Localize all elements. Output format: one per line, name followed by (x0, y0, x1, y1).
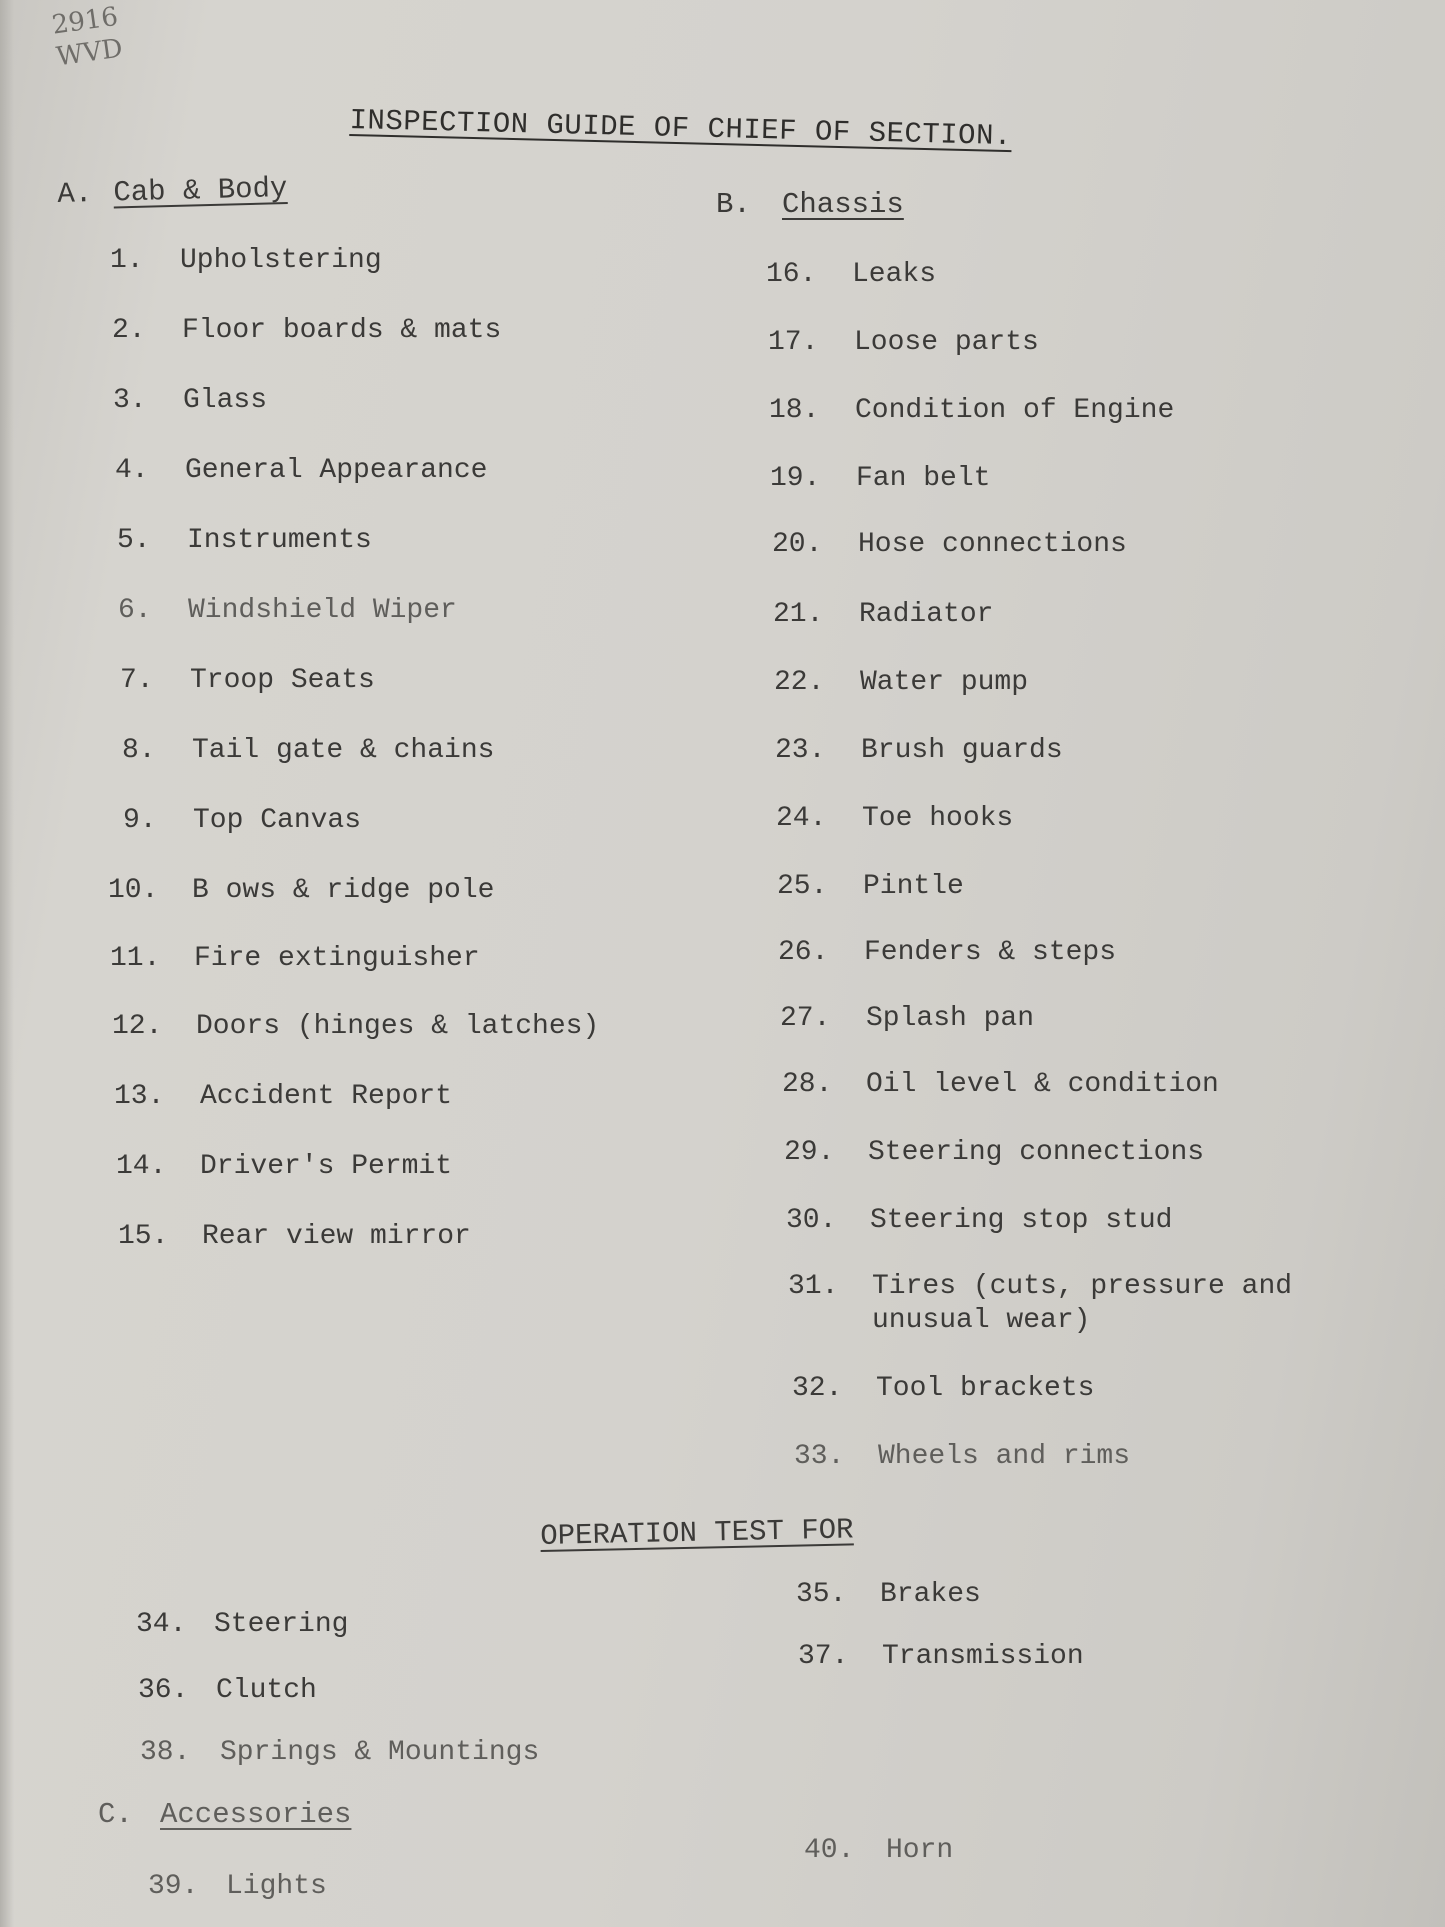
item-label: Oil level & condition (866, 1069, 1219, 1100)
item-label: Condition of Engine (855, 395, 1175, 426)
list-item (110, 942, 480, 976)
item-number: 33. (794, 1441, 845, 1472)
list-item (798, 1640, 1084, 1674)
item-number: 34. (136, 1609, 187, 1640)
item-label: Glass (183, 385, 268, 416)
list-item (120, 664, 375, 698)
item-number: 14. (116, 1151, 167, 1182)
item-number: 5. (117, 525, 151, 556)
item-label: Driver's Permit (200, 1151, 453, 1182)
item-label: Steering connections (868, 1137, 1205, 1168)
item-label: Wheels and rims (878, 1441, 1131, 1472)
item-label: Steering (214, 1609, 349, 1640)
item-label: Windshield Wiper (188, 595, 457, 626)
item-number: 11. (110, 943, 161, 974)
item-number: 40. (804, 1835, 855, 1866)
list-item (786, 1204, 1172, 1238)
section-a-letter: A. (57, 177, 93, 211)
item-number: 21. (773, 599, 824, 630)
list-item (114, 1080, 452, 1114)
item-number: 39. (148, 1871, 199, 1902)
list-item (772, 528, 1127, 562)
item-number: 36. (138, 1675, 189, 1706)
list-item (112, 1010, 599, 1044)
item-number: 13. (114, 1081, 165, 1112)
section-c-letter: C. (98, 1798, 133, 1831)
item-label: Lights (226, 1871, 327, 1902)
list-item (112, 314, 501, 348)
list-item (140, 1736, 539, 1770)
section-a-heading (57, 172, 288, 211)
item-label: Rear view mirror (202, 1221, 471, 1252)
list-item (784, 1136, 1204, 1170)
item-number: 1. (110, 245, 144, 276)
corner-note-line-1: 2916 (50, 1, 120, 41)
list-item (115, 454, 487, 488)
item-label: Hose connections (858, 529, 1127, 560)
item-number: 35. (796, 1579, 847, 1610)
list-item (773, 598, 993, 632)
item-label: Loose parts (854, 327, 1039, 358)
section-c-heading (98, 1798, 351, 1831)
section-b-heading (716, 188, 904, 221)
item-label: Radiator (859, 599, 994, 630)
list-item (782, 1068, 1219, 1102)
item-number: 26. (778, 937, 829, 968)
item-label: Tool brackets (876, 1373, 1095, 1404)
item-label: Fire extinguisher (194, 943, 480, 974)
item-label: Tail gate & chains (192, 735, 495, 766)
item-label: Horn (886, 1835, 954, 1866)
item-number: 2. (112, 315, 146, 346)
document-title: INSPECTION GUIDE OF CHIEF OF SECTION. (349, 104, 1013, 154)
item-number: 29. (784, 1137, 835, 1168)
item-number: 19. (770, 463, 821, 494)
item-number: 24. (776, 803, 827, 834)
item-number: 10. (108, 875, 159, 906)
list-item (792, 1372, 1094, 1406)
list-item (794, 1440, 1130, 1474)
item-label: Top Canvas (193, 805, 362, 836)
item-label: B ows & ridge pole (192, 875, 495, 906)
handwritten-corner-note (50, 1, 125, 74)
item-label: General Appearance (185, 455, 488, 486)
corner-note-line-2: WVD (54, 33, 125, 73)
item-number: 31. (788, 1271, 839, 1302)
item-number: 38. (140, 1737, 191, 1768)
list-item (122, 734, 494, 768)
list-item (778, 936, 1116, 970)
list-item (117, 524, 372, 558)
list-item (796, 1578, 981, 1612)
item-label: Fenders & steps (864, 937, 1117, 968)
item-label: Splash pan (866, 1003, 1035, 1034)
item-number: 20. (772, 529, 823, 560)
section-c-name: Accessories (160, 1798, 352, 1831)
item-number: 25. (777, 871, 828, 902)
section-b-name: Chassis (782, 188, 904, 221)
item-label: Fan belt (856, 463, 991, 494)
list-item (138, 1674, 317, 1708)
item-number: 18. (769, 395, 820, 426)
item-number: 32. (792, 1373, 843, 1404)
item-label: Floor boards & mats (182, 315, 502, 346)
list-item (768, 326, 1039, 360)
item-number: 22. (774, 667, 825, 698)
list-item (110, 244, 382, 278)
list-item (777, 870, 964, 904)
item-label: Pintle (863, 871, 964, 902)
item-number: 37. (798, 1641, 849, 1672)
list-item (769, 394, 1174, 428)
section-a-name: Cab & Body (112, 171, 288, 210)
item-label: Doors (hinges & latches) (196, 1011, 600, 1042)
item-number: 3. (113, 385, 147, 416)
operation-test-heading: OPERATION TEST FOR (540, 1513, 854, 1553)
item-number: 6. (118, 595, 152, 626)
section-b-letter: B. (716, 188, 751, 221)
list-item (118, 594, 457, 628)
item-number: 4. (115, 455, 149, 486)
item-label: Leaks (852, 259, 937, 290)
item-number: 27. (780, 1003, 831, 1034)
list-item (804, 1834, 953, 1868)
list-item (766, 258, 936, 292)
item-label: Brakes (880, 1579, 981, 1610)
item-label: Instruments (187, 525, 372, 556)
list-item (118, 1220, 471, 1254)
list-item (116, 1150, 452, 1184)
item-label: Clutch (216, 1675, 317, 1706)
item-number: 17. (768, 327, 819, 358)
item-label: Upholstering (180, 245, 382, 276)
item-label: Troop Seats (190, 665, 375, 696)
item-label: Tires (cuts, pressure and (872, 1271, 1293, 1302)
item-label: Water pump (860, 667, 1029, 698)
item-number: 28. (782, 1069, 833, 1100)
list-item (788, 1270, 1292, 1338)
list-item (775, 734, 1063, 768)
list-item (136, 1608, 348, 1642)
item-label: Toe hooks (862, 803, 1014, 834)
item-number: 8. (122, 735, 156, 766)
item-number: 30. (786, 1205, 837, 1236)
item-label: Brush guards (861, 735, 1063, 766)
item-number: 7. (120, 665, 154, 696)
item-label: Transmission (882, 1641, 1084, 1672)
item-label: Accident Report (200, 1081, 453, 1112)
list-item (148, 1870, 327, 1904)
item-number: 12. (112, 1011, 163, 1042)
item-label-continued: unusual wear) (872, 1305, 1091, 1336)
list-item (780, 1002, 1034, 1036)
item-number: 23. (775, 735, 826, 766)
item-number: 9. (123, 805, 157, 836)
list-item (113, 384, 267, 418)
item-number: 16. (766, 259, 817, 290)
item-label: Steering stop stud (870, 1205, 1173, 1236)
item-number: 15. (118, 1221, 169, 1252)
list-item (108, 874, 494, 908)
list-item (774, 666, 1028, 700)
item-label: Springs & Mountings (220, 1737, 540, 1768)
list-item (123, 804, 361, 838)
list-item (776, 802, 1013, 836)
list-item (770, 462, 990, 496)
page-shadow-edge (0, 0, 14, 1927)
